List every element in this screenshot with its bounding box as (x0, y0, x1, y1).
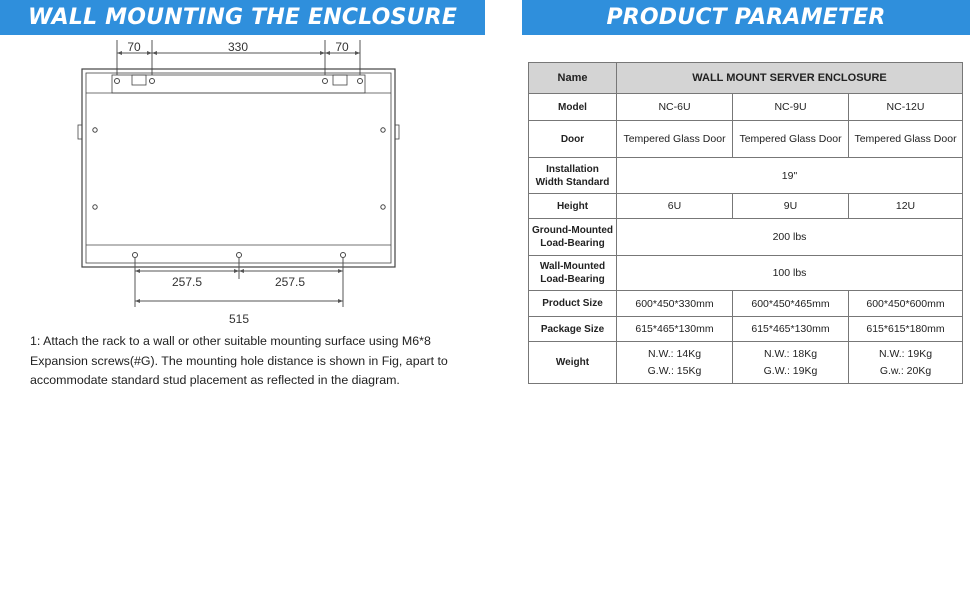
table-row-installation (529, 158, 963, 194)
wall-load-label-line1: Wall-Mounted (539, 261, 606, 272)
height-9u: 9U (733, 194, 849, 219)
wall-mount-diagram (0, 35, 485, 325)
product-size-6u: 600*450*330mm (617, 291, 733, 317)
ground-load-label (529, 219, 617, 256)
table-row-wall-load (529, 256, 963, 291)
installation-label (529, 158, 617, 194)
product-parameter-title: PRODUCT PARAMETER (522, 0, 970, 35)
table-row-height (529, 194, 963, 219)
ground-load-label-line1: Ground-Mounted (531, 225, 614, 236)
product-size-label: Product Size (529, 291, 617, 317)
model-label: Model (529, 94, 617, 121)
weight-12u (849, 342, 963, 384)
mounting-note: 1: Attach the rack to a wall or other suitable mounting surface using M6*8 Expansion screws(#G). The mounting hole distance is shown in Fig, apart to accommodate standard stud placement as reflected in the diagram. (30, 334, 448, 388)
weight-label: Weight (529, 342, 617, 384)
door-12u: Tempered Glass Door (849, 121, 963, 158)
height-12u: 12U (849, 194, 963, 219)
installation-label-line2: Width Standard (535, 176, 610, 188)
installation-label-line1: Installation (546, 163, 599, 175)
weight-6u-nw: N.W.: 14Kg (647, 347, 702, 360)
table-row-ground-load (529, 219, 963, 256)
package-size-12u: 615*615*180mm (849, 317, 963, 342)
ground-load-label-line2: Load-Bearing (540, 238, 605, 249)
name-value: WALL MOUNT SERVER ENCLOSURE (617, 63, 963, 94)
weight-12u-gw: G.w.: 20Kg (879, 364, 932, 377)
dim-bottom-left: 257.5 (171, 275, 203, 289)
door-label: Door (529, 121, 617, 158)
dim-top-center: 330 (227, 40, 249, 54)
package-size-label: Package Size (529, 317, 617, 342)
dim-bottom-total: 515 (228, 312, 250, 325)
dim-bottom-right: 257.5 (274, 275, 306, 289)
weight-9u-nw: N.W.: 18Kg (763, 347, 818, 360)
table-row-door (529, 121, 963, 158)
model-12u: NC-12U (849, 94, 963, 121)
model-6u: NC-6U (617, 94, 733, 121)
weight-12u-nw: N.W.: 19Kg (878, 347, 933, 360)
wall-load-value: 100 lbs (617, 256, 963, 291)
height-6u: 6U (617, 194, 733, 219)
table-row-package-size (529, 317, 963, 342)
model-9u: NC-9U (733, 94, 849, 121)
table-row-name (529, 63, 963, 94)
door-6u: Tempered Glass Door (617, 121, 733, 158)
package-size-6u: 615*465*130mm (617, 317, 733, 342)
product-size-9u: 600*450*465mm (733, 291, 849, 317)
package-size-9u: 615*465*130mm (733, 317, 849, 342)
height-label: Height (529, 194, 617, 219)
wall-mounting-title: WALL MOUNTING THE ENCLOSURE (0, 0, 485, 35)
wall-load-label-line2: Load-Bearing (540, 274, 605, 285)
weight-9u-gw: G.W.: 19Kg (763, 364, 818, 377)
product-size-12u: 600*450*600mm (849, 291, 963, 317)
weight-6u (617, 342, 733, 384)
dim-top-right: 70 (335, 40, 349, 54)
table-row-model (529, 94, 963, 121)
table-row-product-size (529, 291, 963, 317)
wall-load-label (529, 256, 617, 291)
weight-6u-gw: G.W.: 15Kg (647, 364, 702, 377)
installation-value: 19" (617, 158, 963, 194)
weight-9u (733, 342, 849, 384)
product-parameter-table (528, 62, 963, 384)
door-9u: Tempered Glass Door (733, 121, 849, 158)
name-label: Name (529, 63, 617, 94)
dim-top-left: 70 (127, 40, 141, 54)
ground-load-value: 200 lbs (617, 219, 963, 256)
table-row-weight (529, 342, 963, 384)
